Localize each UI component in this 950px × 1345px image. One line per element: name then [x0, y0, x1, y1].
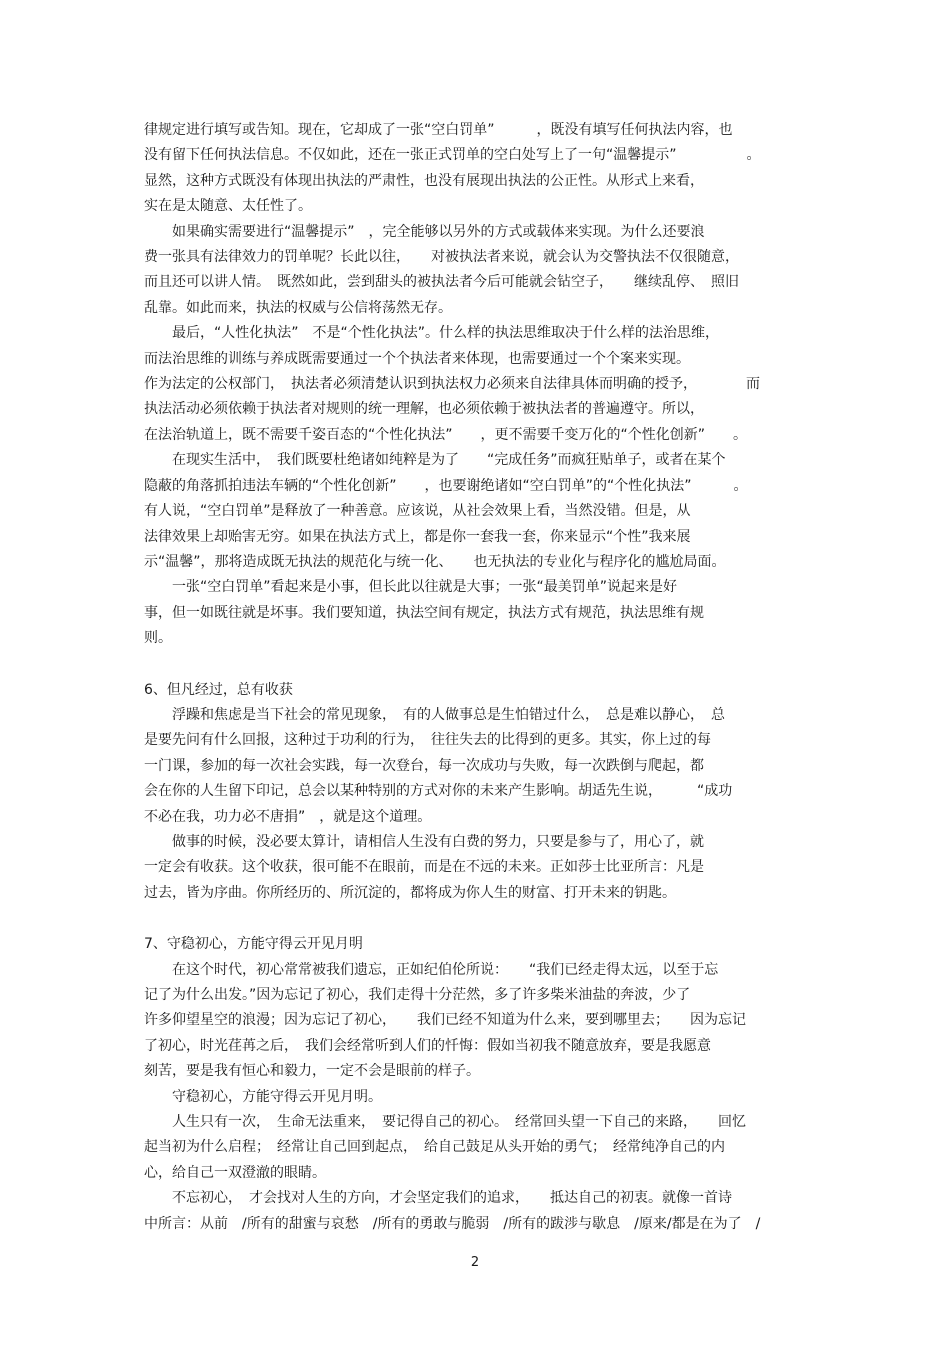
text-line: 示“温馨”，那将造成既无执法的规范化与统一化、 也无执法的专业化与程序化的尴尬局面。	[144, 553, 726, 570]
page-number: 2	[470, 1255, 480, 1270]
text-line: 不忘初心， 才会找对人生的方向，才会坚定我们的追求， 抵达自己的初衷。就像一首诗	[172, 1190, 732, 1207]
text-line: 在这个时代，初心常常被我们遗忘，正如纪伯伦所说： “我们已经走得太远，以至于忘	[172, 961, 719, 978]
text-line: 而且还可以讲人情。 既然如此，尝到甜头的被执法者今后可能就会钻空子， 继续乱停、 照旧	[144, 274, 739, 291]
text-line: 实在是太随意、太任性了。	[144, 198, 312, 215]
paragraph-4	[144, 448, 810, 575]
text-line: 费一张具有法律效力的罚单呢？长此以往， 对被执法者来说，就会认为交警执法不仅很随意，	[144, 249, 739, 266]
text-line: 则。	[144, 630, 172, 647]
paragraph-5	[144, 575, 810, 651]
text-line: 守稳初心，方能守得云开见月明。	[172, 1088, 382, 1105]
section-6	[144, 678, 810, 907]
text-line: 过去，皆为序曲。你所经历的、所沉淀的，都将成为你人生的财富、打开未来的钥匙。	[144, 884, 676, 901]
text-line: 是要先问有什么回报，这种过于功利的行为， 往往失去的比得到的更多。其实，你上过的每	[144, 732, 711, 749]
text-line: 许多仰望星空的浪漫；因为忘记了初心， 我们已经不知道为什么来，要到哪里去； 因为忘记	[144, 1012, 746, 1029]
text-line: 显然，这种方式既没有体现出执法的严肃性，也没有展现出执法的公正性。从形式上来看，	[144, 172, 704, 189]
text-line: 如果确实需要进行“温馨提示” ，完全能够以另外的方式或载体来实现。为什么还要浪	[172, 223, 705, 240]
text-line: 事，但一如既往就是坏事。我们要知道，执法空间有规定，执法方式有规范，执法思维有规	[144, 604, 704, 621]
text-line: 执法活动必须依赖于执法者对规则的统一理解，也必须依赖于被执法者的普遍遵守。所以，	[144, 401, 704, 418]
text-line: 没有留下任何执法信息。不仅如此，还在一张正式罚单的空白处写上了一句“温馨提示” 。	[144, 147, 761, 164]
text-line: 心，给自己一双澄澈的眼睛。	[144, 1164, 326, 1181]
text-line: 而法治思维的训练与养成既需要通过一个个执法者来体现，也需要通过一个个案来实现。	[144, 350, 690, 367]
text-line: 记了为什么出发。”因为忘记了初心，我们走得十分茫然，多了许多柴米油盐的奔波，少了	[144, 987, 691, 1003]
text-line: 最后，“人性化执法” 不是“个性化执法”。什么样的执法思维取决于什么样的法治思维，	[172, 325, 720, 342]
paragraph	[144, 1110, 810, 1186]
text-line: 一门课，参加的每一次社会实践，每一次登台，每一次成功与失败，每一次跌倒与爬起，都	[144, 757, 704, 774]
text-line: 一定会有收获。这个收获，很可能不在眼前，而是在不远的未来。正如莎士比亚所言：凡是	[144, 859, 704, 876]
paragraph-3	[144, 321, 810, 448]
text-line: 中所言：从前 /所有的甜蜜与哀愁 /所有的勇敢与脆弱 /所有的跋涉与歇息 /原来/都是在为了 /	[144, 1215, 761, 1232]
paragraph	[144, 703, 810, 830]
text-line: 乱靠。如此而来，执法的权威与公信将荡然无存。	[144, 299, 452, 316]
section-7	[144, 932, 810, 1237]
paragraph-2	[144, 220, 810, 322]
text-line: 律规定进行填写或告知。现在，它却成了一张“空白罚单” ，既没有填写任何执法内容，也	[144, 122, 733, 138]
text-line: 有人说，“空白罚单”是释放了一种善意。应该说，从社会效果上看，当然没错。但是，从	[144, 503, 691, 520]
text-line: 浮躁和焦虑是当下社会的常见现象， 有的人做事总是生怕错过什么， 总是难以静心， 总	[172, 706, 725, 723]
text-line: 作为法定的公权部门， 执法者必须清楚认识到执法权力必须来自法律具体而明确的授予， 而	[144, 376, 760, 393]
text-line: 人生只有一次， 生命无法重来， 要记得自己的初心。 经常回头望一下自己的来路， 回忆	[172, 1114, 746, 1131]
text-line: 一张“空白罚单”看起来是小事，但长此以往就是大事；一张“最美罚单”说起来是好	[172, 579, 678, 596]
section-heading: 6、但凡经过，总有收获	[144, 681, 293, 698]
body-part1	[144, 118, 810, 652]
paragraph-1	[144, 118, 810, 220]
paragraph	[144, 958, 810, 1085]
text-line: 了初心，时光荏苒之后， 我们会经常听到人们的忏悔：假如当初我不随意放弃，要是我愿意	[144, 1037, 711, 1054]
text-line: 在现实生活中， 我们既要杜绝诸如纯粹是为了 “完成任务”而疯狂贴单子，或者在某个	[172, 452, 726, 469]
section-spacer	[144, 652, 810, 678]
text-line: 刻苦，要是我有恒心和毅力，一定不会是眼前的样子。	[144, 1063, 480, 1080]
paragraph	[144, 1085, 810, 1110]
text-line: 在法治轨道上，既不需要千姿百态的“个性化执法” ，更不需要千变万化的“个性化创新” 。	[144, 426, 748, 443]
text-line: 做事的时候，没必要太算计，请相信人生没有白费的努力，只要是参与了，用心了，就	[172, 833, 704, 850]
paragraph	[144, 830, 810, 906]
text-line: 法律效果上却贻害无穷。如果在执法方式上，都是你一套我一套，你来显示“个性”我来展	[144, 528, 691, 545]
section-heading: 7、守稳初心，方能守得云开见月明	[144, 936, 363, 953]
text-line: 隐蔽的角落抓拍违法车辆的“个性化创新” ，也要谢绝诸如“空白罚单”的“个性化执法” 。	[144, 477, 748, 494]
text-line: 不必在我，功力必不唐捐” ，就是这个道理。	[144, 808, 432, 825]
paragraph	[144, 1186, 810, 1237]
text-line: 会在你的人生留下印记，总会以某种特别的方式对你的未来产生影响。胡适先生说， “成功	[144, 783, 733, 800]
section-spacer	[144, 906, 810, 932]
text-line: 起当初为什么启程； 经常让自己回到起点， 给自己鼓足从头开始的勇气； 经常纯净自己的内	[144, 1139, 725, 1156]
